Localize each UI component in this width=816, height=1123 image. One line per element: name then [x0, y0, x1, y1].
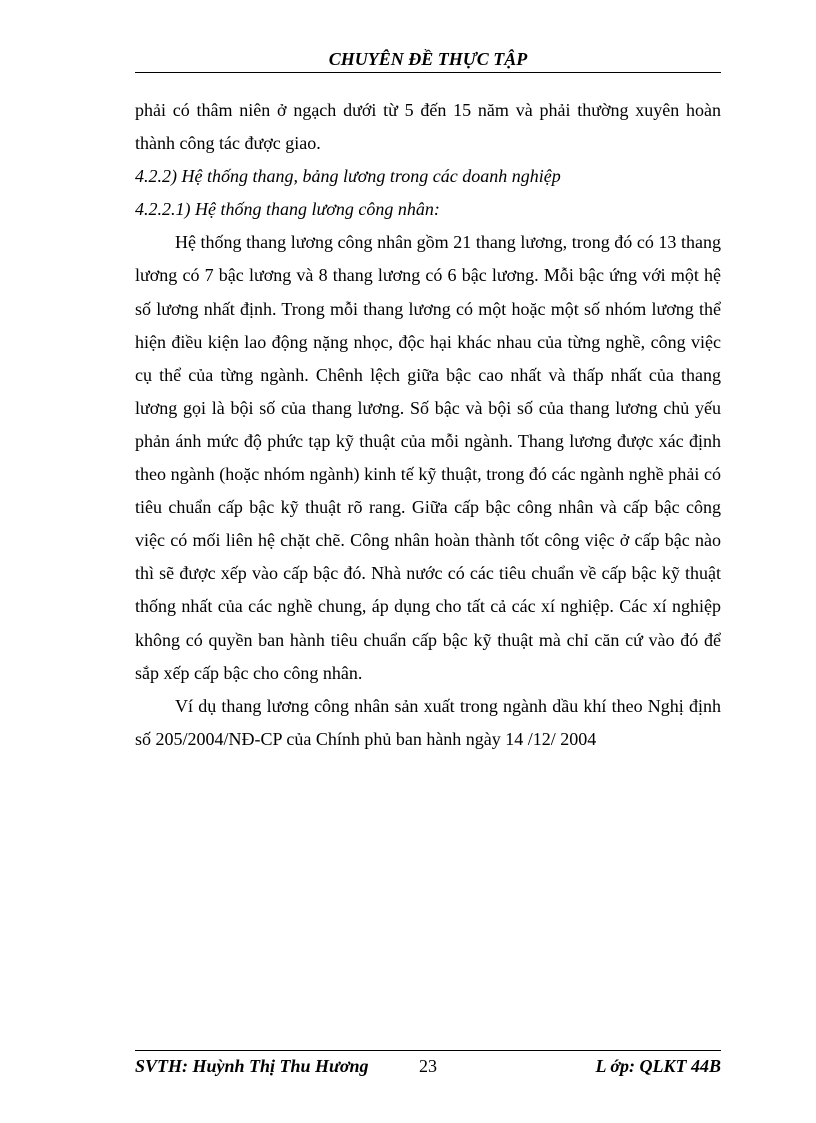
subsection-heading: 4.2.2.1) Hệ thống thang lương công nhân: [135, 199, 440, 220]
document-body [135, 94, 721, 756]
student-name: SVTH: Huỳnh Thị Thu Hương [135, 1056, 369, 1076]
footer-divider [135, 1050, 721, 1051]
section-heading: 4.2.2) Hệ thống thang, bảng lương trong các doanh nghiệp [135, 166, 561, 187]
header-divider [135, 72, 721, 73]
page-footer [135, 1053, 721, 1079]
continuation-paragraph: phải có thâm niên ở ngạch dưới từ 5 đến 15 năm và phải thường xuyên hoàn thành công tác được giao. [135, 100, 721, 154]
main-paragraph: Hệ thống thang lương công nhân gồm 21 thang lương, trong đó có 13 thang lương có 7 bậc lương và 8 thang lương có 6 bậc lương. Mỗi bậc ứng với một hệ số lương nhất định. Trong mỗi thang lương có một hoặc một số nhóm lương thể hiện điều kiện lao động nặng nhọc, độc hại khác nhau của từng nghề, công việc cụ thể của từng ngành. Chênh lệch giữa bậc cao nhất và thấp nhất của thang lương gọi là bội số của thang lương. Số bậc và bội số của thang lương chủ yếu phản ánh mức độ phức tạp kỹ thuật của mỗi ngành. Thang lương được xác định theo ngành (hoặc nhóm ngành) kinh tế kỹ thuật, trong đó các ngành nghề phải có tiêu chuẩn cấp bậc kỹ thuật rõ rang. Giữa cấp bậc công nhân và cấp bậc công việc có mối liên hệ chặt chẽ. Công nhân hoàn thành tốt công việc ở cấp bậc nào thì sẽ được xếp vào cấp bậc đó. Nhà nước có các tiêu chuẩn về cấp bậc kỹ thuật thống nhất của các nghề chung, áp dụng cho tất cả các xí nghiệp. Các xí nghiệp không có quyền ban hành tiêu chuẩn cấp bậc kỹ thuật mà chỉ căn cứ vào đó để sắp xếp cấp bậc cho công nhân. [135, 232, 721, 683]
page-number: 23 [419, 1056, 437, 1076]
page-header-title: CHUYÊN ĐỀ THỰC TẬP [328, 49, 528, 69]
example-paragraph: Ví dụ thang lương công nhân sản xuất trong ngành dầu khí theo Nghị định số 205/2004/NĐ-CP của Chính phủ ban hành ngày 14 /12/ 2004 [135, 695, 721, 749]
class-label: L ớp: QLKT 44B [595, 1056, 721, 1076]
